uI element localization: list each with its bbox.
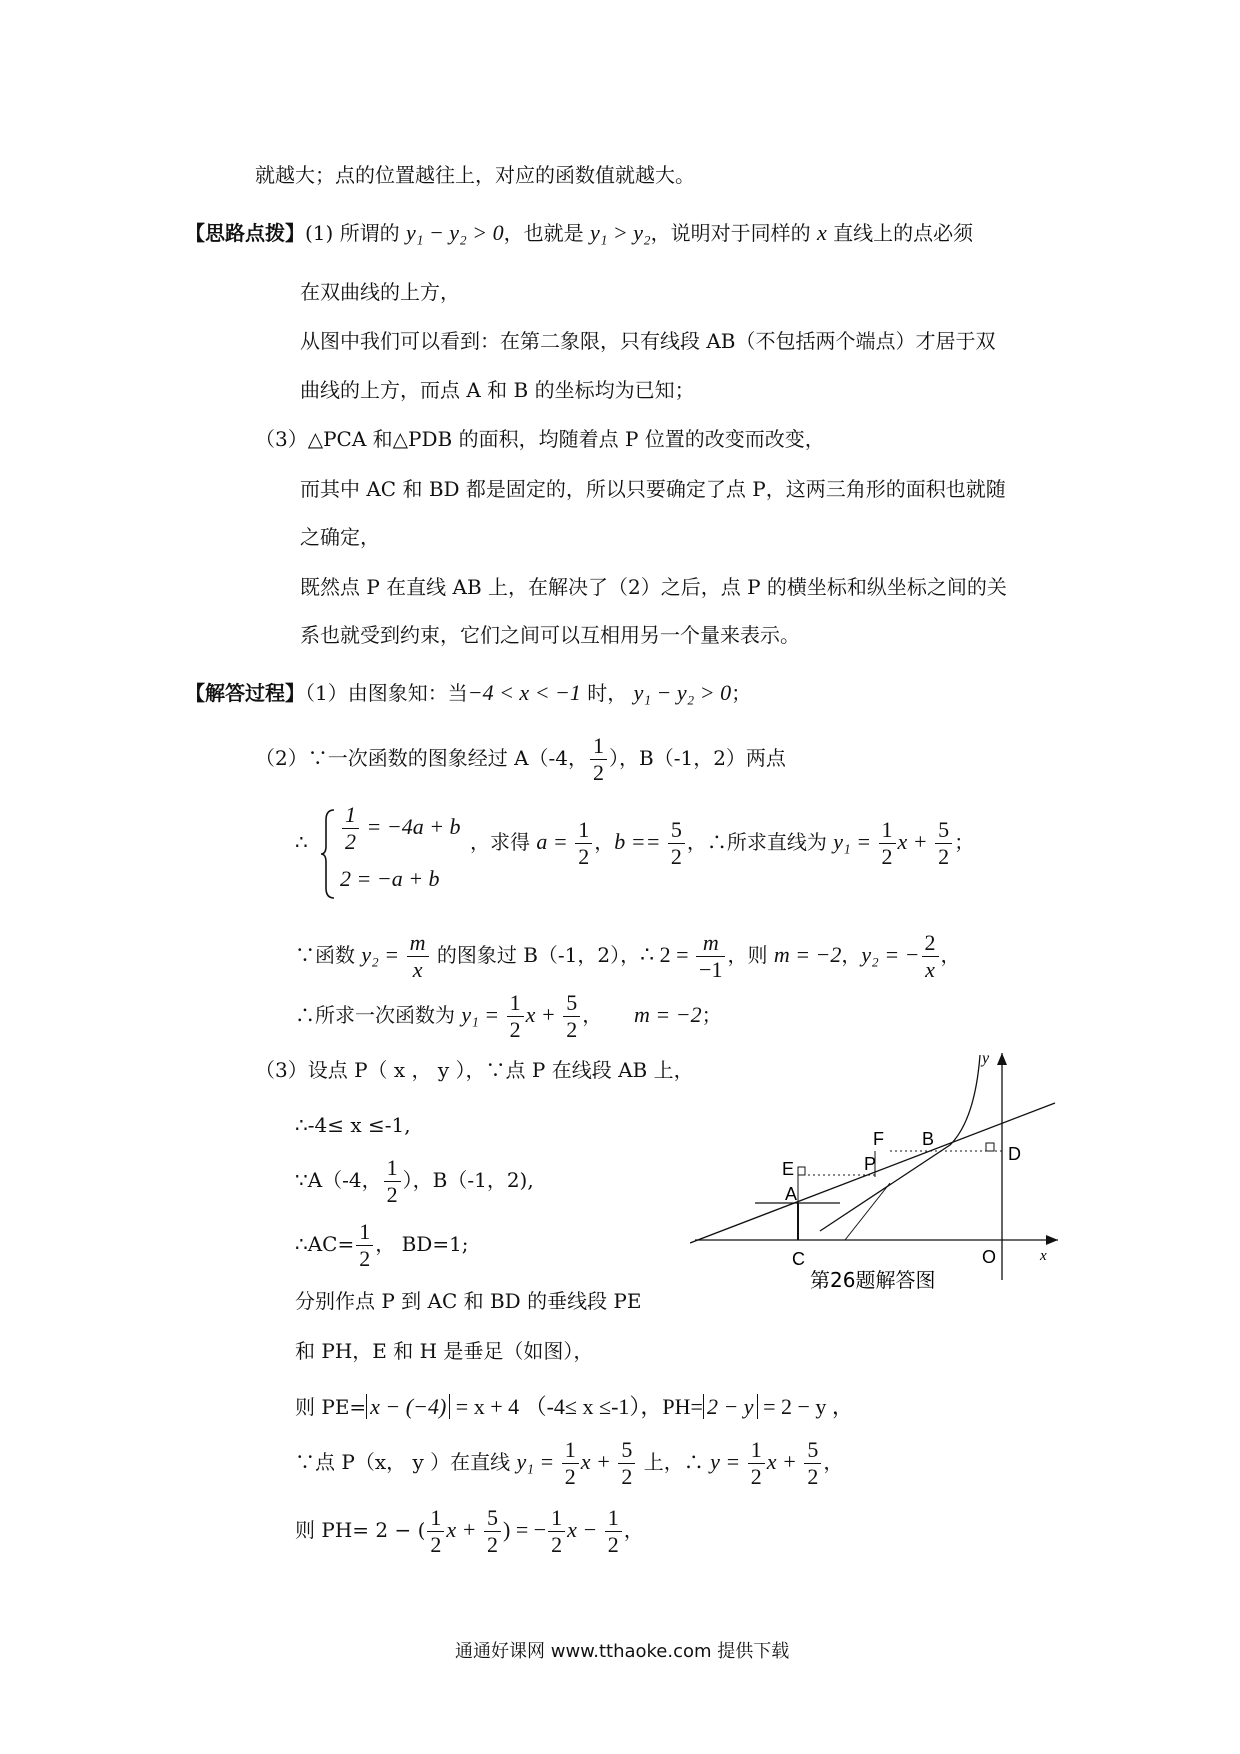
label-f: F [873,1129,884,1149]
hint-line-3: 从图中我们可以看到：在第二象限，只有线段 AB（不包括两个端点）才居于双 [300,329,996,353]
hint-line-5: （3）△PCA 和△PDB 的面积，均随着点 P 位置的改变而改变， [255,427,825,451]
footer: 通通好课网 www.tthaoke.com 提供下载 [455,1641,790,1662]
label-y: y [982,1050,990,1067]
label-x: x [1040,1248,1047,1264]
solution-line-1: 【解答过程】（1）由图象知：当−4 < x < −1 时， y₁ − y₂ > 0； [185,680,752,705]
solution-line-3: ∴ [295,830,308,854]
solution-line-6: （3）设点 P（ x ， y ），∵点 P 在线段 AB 上， [255,1058,694,1082]
right-angle-d [986,1143,994,1151]
solution-line-14: 则 PH= 2 − ( $\frac{1}{2}$ x + $\frac{5}{2}$ ) = − $\frac{1}{2}$ x − $\frac{1}{2}$ ， [295,1505,644,1557]
solution-line-3-result: ，求得 a = $\frac{1}{2}$ ，b == $\frac{5}{2}$ ，∴所求直线为 y₁ = $\frac{1}{2}$ x + $\frac{5}{2}$ ； [470,817,975,869]
hint-line-1: 【思路点拨】(1) 所谓的 y₁ − y₂ > 0，也就是 y₁ > y₂，说明对于同样的 x 直线上的点必须 [185,220,974,245]
var-x: x [816,220,827,245]
hint-line-4: 曲线的上方，而点 A 和 B 的坐标均为已知； [300,378,695,402]
solution-line-11: 和 PH，E 和 H 是垂足（如图）， [295,1339,594,1363]
y-axis-arrow [997,1053,1007,1065]
solution-line-10: 分别作点 P 到 AC 和 BD 的垂线段 PE [295,1289,642,1313]
solution-tag: 【解答过程】 [185,681,305,705]
label-c: C [792,1249,805,1269]
hyperbola-lower [845,1183,890,1240]
hint-tag: 【思路点拨】 [185,221,305,245]
figure-caption: 第26题解答图 [810,1268,936,1292]
solution-line-8: ∵A（-4， $\frac{1}{2}$ ），B（-1，2), [295,1155,534,1207]
fraction-one-half: $\frac{1}{2}$ [590,733,607,786]
system-eq-2: 2 = −a + b [340,866,440,891]
left-brace [320,808,338,900]
inequality-y1-minus-y2: y₁ − y₂ > 0 [406,220,504,245]
solution-figure [690,1045,1070,1295]
text-line-1: 就越大；点的位置越往上，对应的函数值就越大。 [255,163,695,187]
solution-line-7: ∴-4≤ x ≤-1, [295,1113,411,1137]
hint-line-9: 系也就受到约束，它们之间可以互相用另一个量来表示。 [300,623,800,647]
solution-line-12: 则 PE= x − (−4) = x + 4 （-4≤ x ≤-1），PH= 2 − y = 2 − y ， [295,1394,854,1419]
solution-line-4: ∵函数 y₂ = $\frac{m}{x}$ 的图象过 B（-1，2），∴ 2 = $\frac{m}{-1}$ ，则 m = −2，y₂ = − $\frac{2}{x}$ ， [295,930,961,982]
inequality-y1-gt-y2: y₁ > y₂ [589,220,651,245]
label-a: A [785,1184,798,1204]
label-e: E [782,1159,795,1179]
label-b: B [922,1129,935,1149]
solution-line-9: ∴AC= $\frac{1}{2}$ ， BD=1; [295,1219,469,1271]
x-axis-arrow [1046,1235,1058,1245]
hint-line-7: 之确定， [300,525,380,549]
system-eq-1: $\frac{1}{2}$ = −4a + b [340,800,461,855]
label-p: P [864,1154,877,1174]
solution-line-13: ∵点 P（x， y ）在直线 y₁ = $\frac{1}{2}$ x + $\frac{5}{2}$ 上，∴ y = $\frac{1}{2}$ x + $\frac{5}{2}$ ， [295,1437,844,1489]
right-angle-e [798,1167,805,1175]
label-o: O [982,1247,997,1267]
hyperbola [820,1055,980,1231]
hint-line-6: 而其中 AC 和 BD 都是固定的，所以只要确定了点 P，这两三角形的面积也就随 [300,477,1006,501]
solution-line-2: （2）∵一次函数的图象经过 A（-4， $\frac{1}{2}$ ），B（-1，2）两点 [255,733,786,785]
hint-line-2: 在双曲线的上方， [300,280,460,304]
hint-line-8: 既然点 P 在直线 AB 上，在解决了（2）之后，点 P 的横坐标和纵坐标之间的关 [300,575,1007,599]
label-d: D [1008,1144,1021,1164]
solution-line-5: ∴所求一次函数为 y₁ = $\frac{1}{2}$ x + $\frac{5}{2}$ ， m = −2； [295,990,722,1042]
